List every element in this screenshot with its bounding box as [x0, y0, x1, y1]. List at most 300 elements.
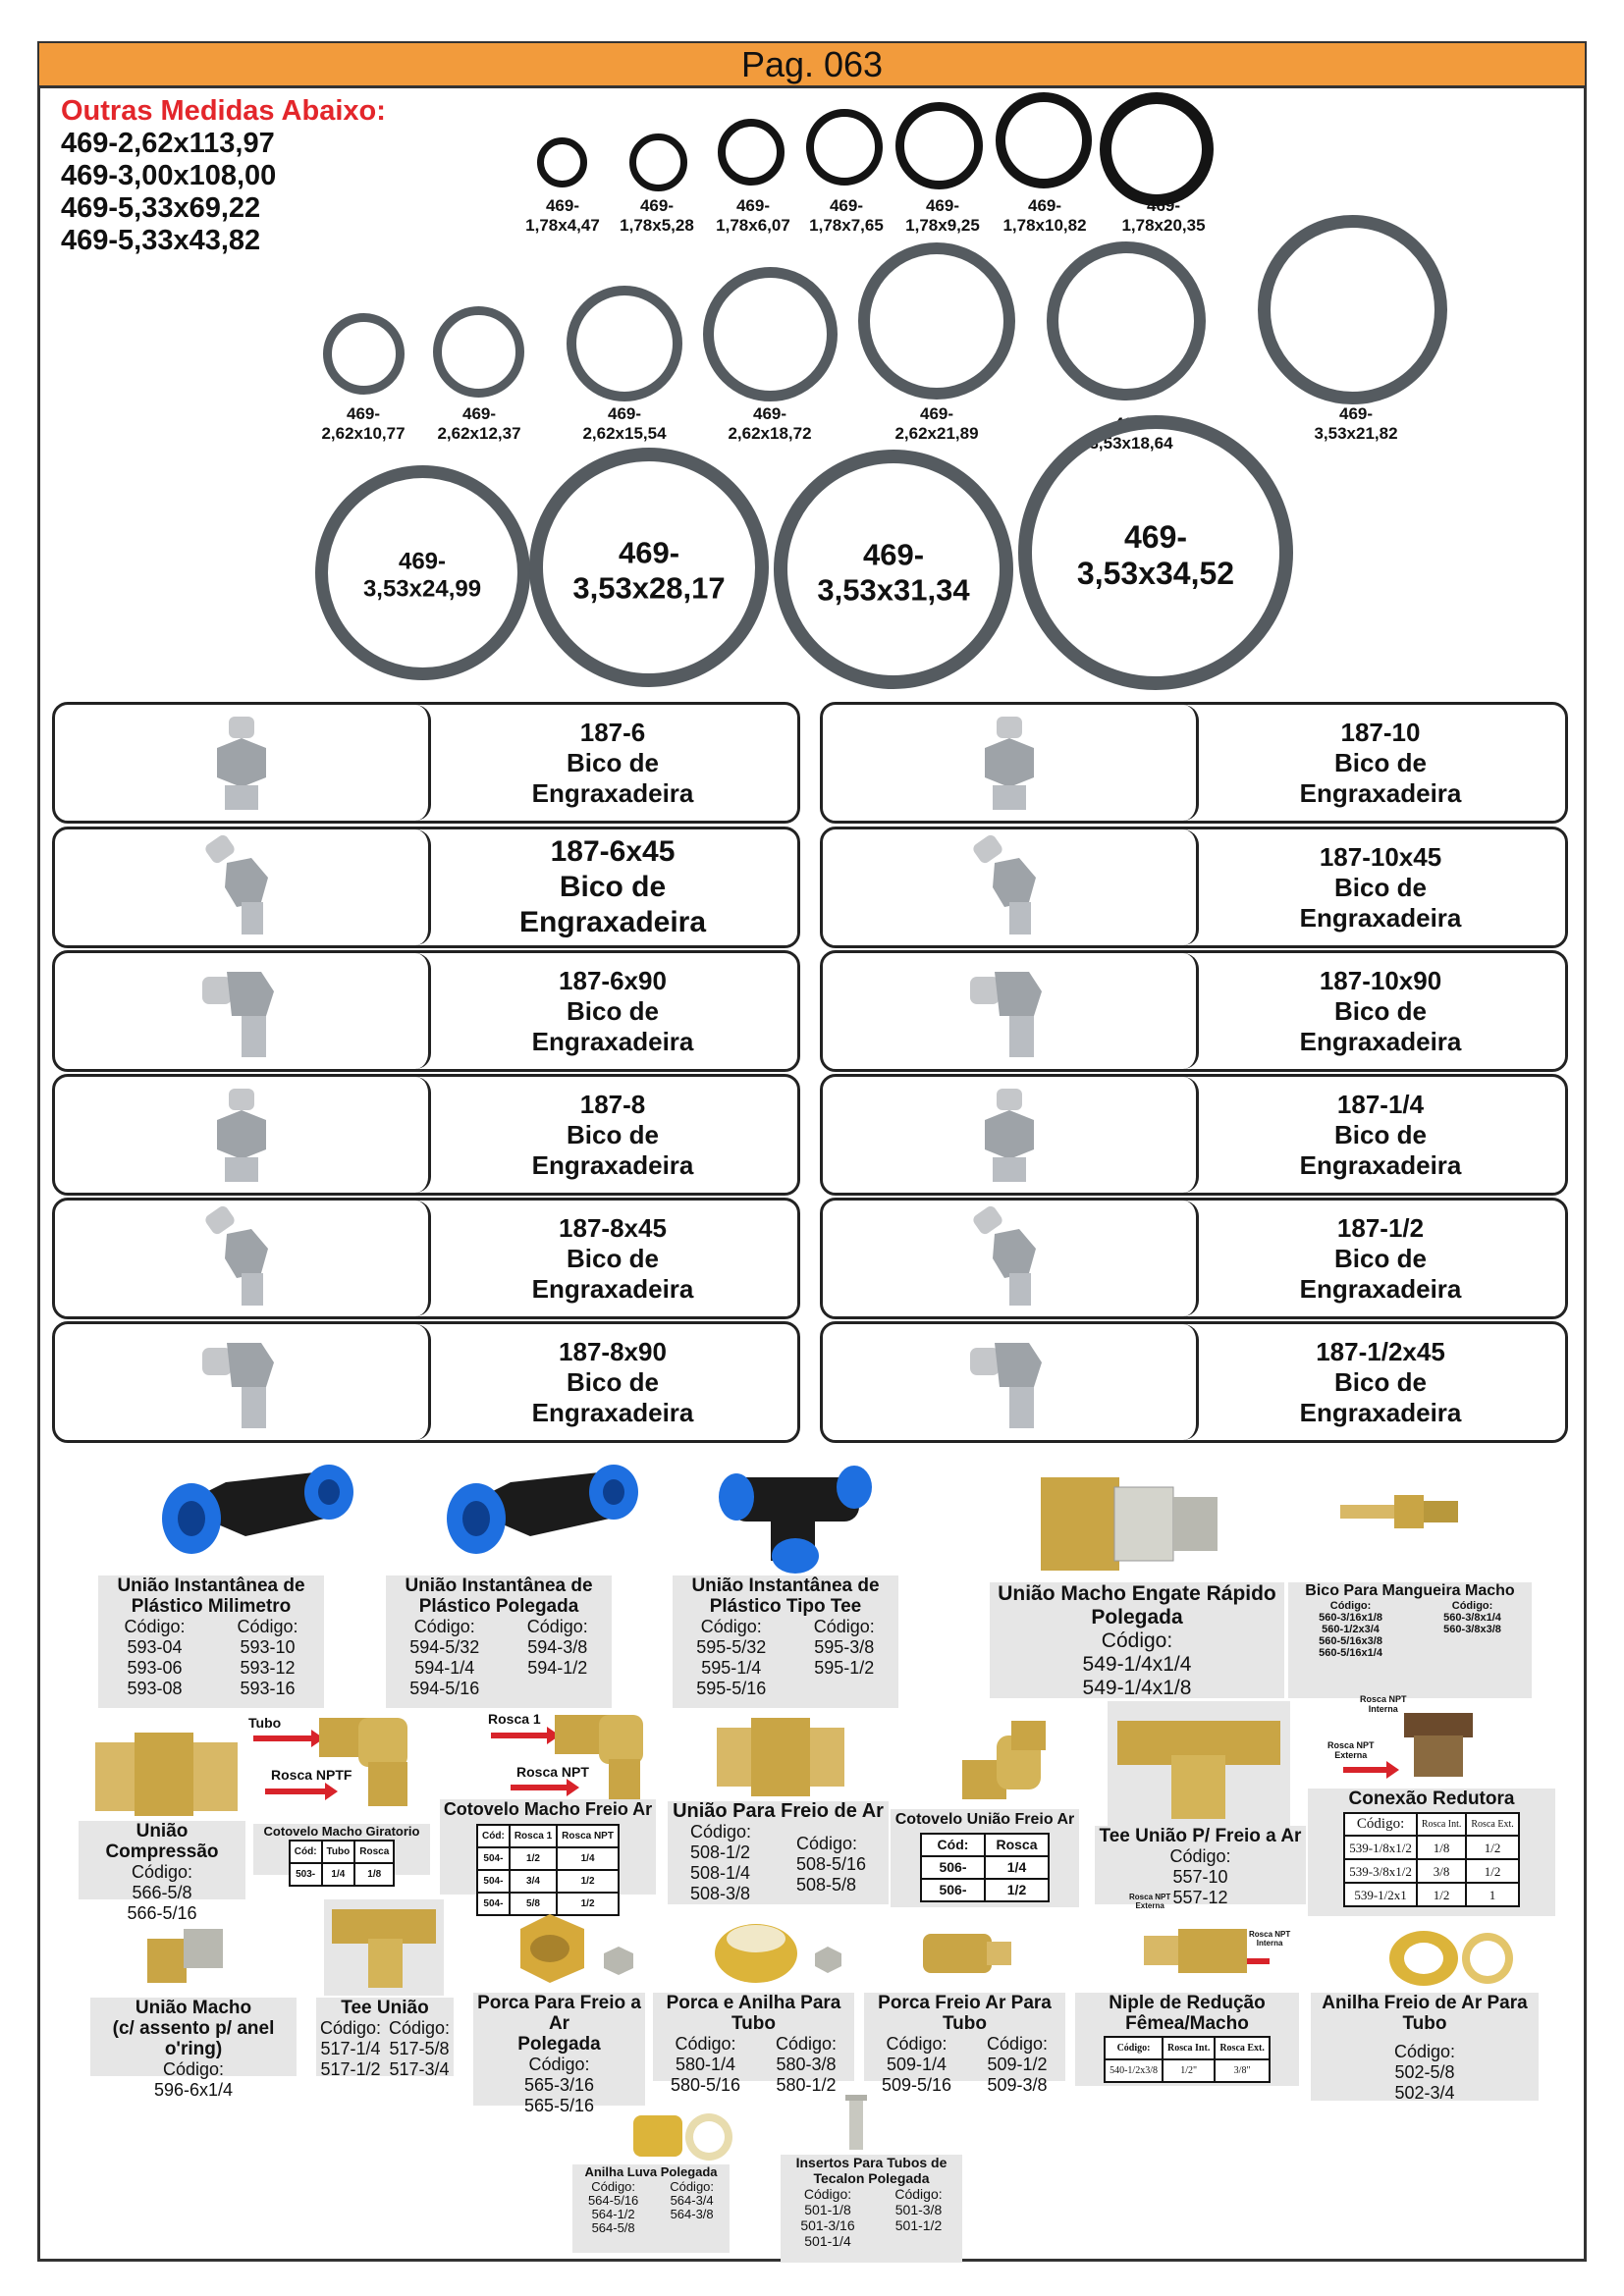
- spec-table: [920, 1833, 1050, 1902]
- oring-code-prefix: 469-: [919, 404, 954, 423]
- tube-ferrule-info: [1311, 1993, 1539, 2101]
- spec-table: [289, 1840, 396, 1887]
- product-code: 187-8x45: [559, 1212, 667, 1243]
- oring-code-size: 1,78x9,25: [905, 216, 980, 235]
- product-text-cell: [428, 1324, 797, 1440]
- product-title: Fêmea/Macho: [1125, 2013, 1249, 2034]
- oring-code-size: 1,78x4,47: [525, 216, 600, 235]
- tag-rosca-nptf: Rosca NPTF: [271, 1767, 352, 1783]
- table-header: Rosca Int.: [1163, 2037, 1215, 2059]
- product-title: Porca Freio Ar Para Tubo: [878, 1993, 1052, 2034]
- product-name: Bico de: [559, 871, 667, 903]
- code: 549-1/4x1/8: [1082, 1677, 1192, 1699]
- push-union-image: [147, 1448, 373, 1566]
- tag-text: Rosca NPT: [1129, 1893, 1171, 1901]
- oring-code-size: 2,62x18,72: [728, 424, 812, 443]
- code: 549-1/4x1/4: [1082, 1653, 1192, 1676]
- code-header: Código:: [1393, 2042, 1456, 2061]
- swivel-elbow-info: [253, 1824, 430, 1880]
- grease-fitting-icon: [197, 709, 286, 817]
- code: 595-5/16: [696, 1679, 767, 1698]
- table-cell: 1/2: [557, 1893, 619, 1915]
- product-code: 187-6x90: [559, 965, 667, 995]
- product-title: Porca Para Freio a Ar: [477, 1993, 641, 2034]
- page-number: Pag. 063: [39, 43, 1585, 88]
- oring-code-size: 3,53x21,82: [1314, 424, 1398, 443]
- product-title: Cotovelo Macho Giratorio: [263, 1824, 420, 1839]
- oring-label: [716, 196, 790, 236]
- tag-npt-externa-2: [1129, 1893, 1170, 1910]
- code: 508-1/2: [689, 1842, 751, 1862]
- tube-nut-image: [918, 1924, 1016, 1983]
- tag-rosca-1: Rosca 1: [488, 1711, 541, 1727]
- code-header: Código:: [131, 1862, 193, 1882]
- product-image-cell: [823, 829, 1199, 945]
- product-title: Polegada: [517, 2034, 601, 2055]
- oring-code-size: 3,53x24,99: [362, 575, 482, 602]
- oring-image: [856, 240, 1017, 401]
- hose-nipple-info: [1288, 1582, 1532, 1698]
- code-header: Código:: [795, 1834, 857, 1853]
- table-cell: 3/4: [510, 1870, 557, 1893]
- code: 509-5/16: [881, 2075, 952, 2095]
- product-image-cell: [55, 705, 431, 821]
- product-title: União Compressão: [105, 1821, 219, 1862]
- code: 517-1/2: [320, 2059, 381, 2079]
- product-title: Tecalon Polegada: [813, 2170, 930, 2186]
- grease-fitting-icon: [197, 957, 286, 1065]
- product-code: 187-1/4: [1336, 1089, 1425, 1119]
- oring-code-size: 2,62x10,77: [321, 424, 406, 443]
- product-name: Bico de: [1334, 995, 1427, 1026]
- grease-fitting-card: [52, 1198, 800, 1319]
- product-title: União Instantânea de: [691, 1575, 880, 1596]
- table-header: Cód:: [290, 1841, 322, 1863]
- product-title: Bico Para Mangueira Macho: [1305, 1582, 1515, 1599]
- grease-fitting-icon: [965, 1204, 1054, 1312]
- code: 502-5/8: [1394, 2062, 1455, 2082]
- tag-text: Interna: [1256, 1939, 1283, 1948]
- product-name: Engraxadeira: [1299, 1397, 1462, 1427]
- grease-fitting-icon: [965, 1328, 1054, 1436]
- table-header: Rosca: [985, 1834, 1049, 1856]
- code-header: Código:: [413, 1617, 475, 1636]
- code-columns: [98, 1617, 324, 1699]
- code-header: Código:: [700, 1617, 762, 1636]
- oring-label: [572, 535, 725, 605]
- product-title: Cotovelo Macho Freio Ar: [443, 1799, 653, 1819]
- oring-label: [620, 196, 694, 236]
- product-name: Bico de: [1334, 1366, 1427, 1397]
- table-cell: 540-1/2x3/8: [1105, 2059, 1163, 2082]
- oring-code-size: 1,78x5,28: [620, 216, 694, 235]
- table-cell: 506-: [921, 1879, 985, 1901]
- oring-label: [582, 404, 666, 444]
- oring-code-prefix: 469-: [925, 196, 960, 215]
- oring-code-prefix: 469-: [1338, 404, 1374, 423]
- code-columns: [386, 1617, 612, 1699]
- oring-image: [804, 107, 885, 187]
- product-name: Bico de: [567, 995, 659, 1026]
- oring-code-size: 2,62x21,89: [894, 424, 979, 443]
- code-columns: [673, 1617, 898, 1699]
- other-size-item: 469-5,33x69,22: [61, 192, 261, 224]
- brake-nut-image: [511, 1909, 638, 1988]
- spec-table: [476, 1824, 620, 1916]
- product-code: 187-1/2x45: [1316, 1336, 1445, 1366]
- table-cell: 539-3/8x1/2: [1344, 1859, 1417, 1883]
- code-header: Código:: [1169, 1846, 1231, 1866]
- product-title: União Instantânea de: [117, 1575, 305, 1596]
- product-code: 187-10: [1340, 717, 1421, 747]
- product-title: Plástico Tipo Tee: [709, 1596, 862, 1617]
- code: 593-04: [127, 1637, 183, 1657]
- swivel-elbow-image: [314, 1708, 417, 1811]
- tee-union-image: [1108, 1701, 1290, 1826]
- code: 508-5/16: [795, 1854, 867, 1874]
- oring-label: [1002, 196, 1086, 236]
- code-columns: [1288, 1600, 1532, 1659]
- code: 595-1/2: [814, 1658, 875, 1678]
- product-title: União Instantânea de: [405, 1575, 593, 1596]
- oring-code-size: 2,62x15,54: [582, 424, 667, 443]
- table-header: Código:: [1344, 1813, 1417, 1836]
- oring-code-size: 3,53x34,52: [1076, 556, 1235, 591]
- code: 564-3/4: [670, 2193, 714, 2208]
- grease-fitting-card: [820, 1074, 1568, 1196]
- product-code: 187-6: [579, 717, 646, 747]
- oring-label: [363, 548, 481, 602]
- product-title: Cotovelo União Freio Ar: [894, 1811, 1075, 1828]
- product-image-cell: [823, 1077, 1199, 1193]
- product-code: 187-6x45: [550, 835, 676, 868]
- oring-label: [437, 404, 520, 444]
- product-code: 187-8x90: [559, 1336, 667, 1366]
- grease-fitting-card: [820, 1198, 1568, 1319]
- product-title: Plástico Polegada: [418, 1596, 579, 1617]
- union-elbow-image: [957, 1716, 1056, 1809]
- tag-npt-externa: [1327, 1740, 1375, 1760]
- push-union-inch-info: [386, 1575, 612, 1708]
- product-image-cell: [55, 1324, 431, 1440]
- other-sizes-title: Outras Medidas Abaixo:: [61, 95, 386, 127]
- nut-ring-info: [653, 1993, 854, 2095]
- code: 595-5/32: [696, 1637, 767, 1657]
- code: 560-3/8x1/4: [1443, 1612, 1501, 1624]
- tag-text: Externa: [1135, 1901, 1164, 1910]
- oring-label: [321, 404, 405, 444]
- product-text-cell: [428, 829, 797, 945]
- grease-fitting-icon: [965, 709, 1054, 817]
- grease-fitting-card: [52, 1321, 800, 1443]
- quick-coupler-image: [1026, 1458, 1232, 1575]
- code-header: Código:: [986, 2034, 1049, 2054]
- product-name: Engraxadeira: [1299, 1026, 1462, 1056]
- oring-image: [701, 265, 839, 403]
- push-tee-info: [673, 1575, 898, 1708]
- table-cell: 503-: [290, 1863, 322, 1886]
- product-text-cell: [1196, 1324, 1565, 1440]
- arrow-icon: [1343, 1767, 1387, 1773]
- oring-code-size: 3,53x28,17: [572, 570, 726, 605]
- product-title: União Para Freio de Ar: [673, 1800, 884, 1822]
- code-header: Código:: [319, 2018, 382, 2038]
- product-name: Engraxadeira: [1299, 902, 1462, 933]
- male-union-info: [90, 1998, 297, 2100]
- push-union-inch-image: [432, 1448, 658, 1566]
- product-image-cell: [823, 705, 1199, 821]
- table-cell: 1/2: [1466, 1859, 1518, 1883]
- product-code: 187-10x90: [1319, 965, 1442, 995]
- code: 564-1/2: [591, 2207, 635, 2221]
- code-header: Código:: [886, 2034, 947, 2054]
- oring-code-size: 1,78x7,65: [809, 216, 884, 235]
- product-text-cell: [428, 1077, 797, 1193]
- code-header: Código:: [526, 1617, 588, 1636]
- oring-label: [905, 196, 980, 236]
- product-name: Engraxadeira: [1299, 777, 1462, 808]
- other-size-item: 469-2,62x113,97: [61, 128, 275, 159]
- grease-fitting-card: [52, 950, 800, 1072]
- code: 560-3/8x3/8: [1443, 1624, 1501, 1635]
- product-name: Engraxadeira: [531, 1397, 694, 1427]
- brake-union-image: [712, 1713, 849, 1801]
- oring-image: [994, 90, 1094, 190]
- grease-fitting-icon: [197, 1081, 286, 1189]
- code: 565-3/16: [523, 2075, 595, 2095]
- table-cell: 1/2: [1466, 1836, 1518, 1859]
- other-size-item: 469-5,33x43,82: [61, 225, 261, 256]
- table-cell: 504-: [477, 1893, 510, 1915]
- oring-code-prefix: 469-: [735, 196, 771, 215]
- table-header: Rosca 1: [510, 1825, 557, 1847]
- hose-nipple-image: [1335, 1487, 1463, 1536]
- oring-code-size: 1,78x10,82: [1002, 216, 1087, 235]
- code: 564-5/16: [587, 2193, 639, 2208]
- male-elbow-image: [550, 1710, 648, 1808]
- product-name: Bico de: [1334, 747, 1427, 777]
- oring-code-prefix: 469-: [461, 404, 497, 423]
- oring-label: [894, 404, 978, 444]
- code-header: Código:: [670, 2179, 715, 2194]
- table-header: Cód:: [477, 1825, 510, 1847]
- product-image-cell: [823, 1324, 1199, 1440]
- oring-image: [1256, 213, 1449, 406]
- grease-fitting-icon: [965, 957, 1054, 1065]
- code: 509-1/4: [886, 2055, 947, 2074]
- code-header: Código:: [1101, 1629, 1173, 1652]
- compression-union-image: [90, 1728, 243, 1821]
- table-header: Código:: [1105, 2037, 1163, 2059]
- code: 595-3/8: [814, 1637, 875, 1657]
- grease-fitting-card: [52, 702, 800, 824]
- product-title: (c/ assento p/ anel o'ring): [112, 2018, 275, 2059]
- code-header: Código:: [803, 2186, 852, 2202]
- product-image-cell: [55, 1077, 431, 1193]
- code: 594-5/32: [409, 1637, 480, 1657]
- code: 564-5/8: [591, 2220, 635, 2235]
- oring-image: [431, 304, 526, 400]
- product-title: Plástico Milimetro: [131, 1596, 292, 1617]
- code: 566-5/8: [132, 1883, 192, 1902]
- code: 501-1/2: [894, 2217, 943, 2233]
- grease-fitting-card: [52, 1074, 800, 1196]
- code-header: Código:: [675, 2034, 736, 2054]
- code: 580-1/4: [675, 2055, 736, 2074]
- code: 594-1/4: [414, 1658, 475, 1678]
- product-text-cell: [1196, 1201, 1565, 1316]
- oring-label: [1121, 196, 1205, 236]
- product-name: Engraxadeira: [1299, 1149, 1462, 1180]
- tag-text: Rosca NPT: [1249, 1930, 1291, 1939]
- product-image-cell: [823, 953, 1199, 1069]
- code-columns: [781, 2186, 962, 2249]
- code: 508-3/8: [689, 1884, 751, 1903]
- table-cell: 1/4: [985, 1856, 1049, 1879]
- code: 517-3/4: [389, 2059, 450, 2079]
- tube-nut-info: [864, 1993, 1065, 2095]
- grease-fitting-card: [820, 827, 1568, 948]
- other-sizes: [61, 95, 386, 257]
- code: 501-3/16: [800, 2217, 855, 2233]
- oring-label: [817, 537, 969, 607]
- table-cell: 504-: [477, 1847, 510, 1870]
- table-cell: 1/2: [557, 1870, 619, 1893]
- oring-code-prefix: 469-: [752, 404, 787, 423]
- code: 560-1/2x3/4: [1322, 1624, 1380, 1635]
- code-header: Código:: [894, 2186, 943, 2202]
- product-title: União Macho Engate Rápido: [998, 1582, 1276, 1605]
- tube-ferrule-image: [1384, 1924, 1517, 1993]
- code: 501-1/8: [804, 2202, 851, 2217]
- tee-union2-info: [316, 1998, 454, 2079]
- oring-label: [1077, 519, 1234, 592]
- code-columns: [864, 2034, 1065, 2096]
- code: 501-3/8: [894, 2202, 943, 2217]
- table-cell: 539-1/2x1: [1344, 1883, 1417, 1906]
- product-title: Anilha Freio de Ar Para Tubo: [1322, 1993, 1528, 2034]
- oring-image: [535, 135, 589, 189]
- oring-code-prefix: 469-: [1113, 414, 1149, 433]
- product-image-cell: [823, 1201, 1199, 1316]
- grease-fitting-icon: [197, 1328, 286, 1436]
- product-code: 187-1/2: [1336, 1212, 1425, 1243]
- product-text-cell: [1196, 953, 1565, 1069]
- tag-text: Rosca NPT: [1360, 1694, 1407, 1704]
- oring-code-prefix: 469-: [1146, 196, 1181, 215]
- code: 560-3/16x1/8: [1319, 1612, 1382, 1624]
- code: 560-5/16x1/4: [1319, 1647, 1382, 1659]
- tag-text: Rosca NPT: [1327, 1740, 1375, 1750]
- grease-fitting-icon: [197, 833, 286, 941]
- product-name: Bico de: [1334, 1243, 1427, 1273]
- tag-rosca-npt: Rosca NPT: [516, 1764, 589, 1780]
- tag-npt-interna-2: [1249, 1930, 1290, 1948]
- code-header: Código:: [813, 1617, 875, 1636]
- table-cell: 1/2": [1163, 2059, 1215, 2082]
- oring-code-size: 2,62x12,37: [437, 424, 521, 443]
- table-cell: 1: [1466, 1883, 1518, 1906]
- oring-code-prefix: 469-: [639, 196, 675, 215]
- product-code: 187-10x45: [1319, 841, 1442, 872]
- product-text-cell: [1196, 829, 1565, 945]
- product-image-cell: [55, 829, 431, 945]
- compression-union-info: [79, 1821, 245, 1923]
- male-union-image: [142, 1919, 231, 1993]
- code: 596-6x1/4: [153, 2080, 234, 2100]
- insert-image: [841, 2091, 871, 2155]
- tee-union2-image: [324, 1899, 444, 1996]
- oring-code-prefix: 469-: [862, 537, 925, 572]
- tag-text: Externa: [1334, 1750, 1368, 1760]
- oring-code-prefix: 469-: [607, 404, 642, 423]
- table-cell: 1/4: [557, 1847, 619, 1870]
- product-name: Engraxadeira: [531, 777, 694, 808]
- code-header: Código:: [237, 1617, 298, 1636]
- product-text-cell: [428, 1201, 797, 1316]
- product-title: Porca e Anilha Para Tubo: [666, 1993, 841, 2034]
- brake-union-info: [668, 1801, 889, 1904]
- product-title: Insertos Para Tubos de: [795, 2155, 947, 2170]
- code: 593-08: [127, 1679, 183, 1698]
- reduction-nipple-info: [1075, 1993, 1299, 2086]
- product-name: Bico de: [1334, 1119, 1427, 1149]
- sleeve-image: [628, 2106, 736, 2164]
- oring-image: [893, 100, 985, 191]
- brake-nut-info: [473, 1993, 645, 2115]
- spec-table: [1343, 1812, 1519, 1907]
- code-header: Código:: [689, 1822, 752, 1842]
- oring-image: [565, 284, 684, 403]
- product-code: 187-8: [579, 1089, 646, 1119]
- code-header: Código:: [528, 2055, 590, 2074]
- grease-fitting-card: [820, 950, 1568, 1072]
- code-header: Código:: [775, 2034, 838, 2054]
- product-title: Tee União P/ Freio a Ar: [1099, 1826, 1302, 1846]
- code: 509-3/8: [987, 2075, 1048, 2095]
- oring-code-prefix: 469-: [1027, 196, 1062, 215]
- code: 566-5/16: [127, 1903, 197, 1923]
- oring-label: [728, 404, 811, 444]
- code: 565-5/16: [523, 2096, 595, 2115]
- arrow-icon: [491, 1733, 548, 1738]
- code: 580-5/16: [670, 2075, 741, 2095]
- push-tee-image: [712, 1448, 879, 1575]
- table-header: Rosca: [354, 1841, 394, 1863]
- spec-table: [1104, 2036, 1271, 2083]
- table-cell: 539-1/8x1/2: [1344, 1836, 1417, 1859]
- product-name: Bico de: [567, 1366, 659, 1397]
- table-header: Tubo: [322, 1841, 355, 1863]
- product-text-cell: [428, 705, 797, 821]
- oring-label: [1314, 404, 1397, 444]
- oring-code-prefix: 469-: [618, 535, 680, 570]
- code: 557-10: [1172, 1867, 1228, 1887]
- table-cell: 3/8": [1215, 2059, 1270, 2082]
- code-columns: [653, 2034, 854, 2096]
- table-cell: 1/8: [354, 1863, 394, 1886]
- product-text-cell: [1196, 1077, 1565, 1193]
- table-cell: 1/4: [322, 1863, 355, 1886]
- oring-image: [716, 117, 786, 187]
- grease-fitting-icon: [965, 833, 1054, 941]
- product-image-cell: [55, 1201, 431, 1316]
- code: 594-3/8: [527, 1637, 588, 1657]
- product-name: Bico de: [1334, 872, 1427, 902]
- code-header: Código:: [124, 1617, 186, 1636]
- table-cell: 1/2: [510, 1847, 557, 1870]
- arrow-icon: [253, 1735, 312, 1741]
